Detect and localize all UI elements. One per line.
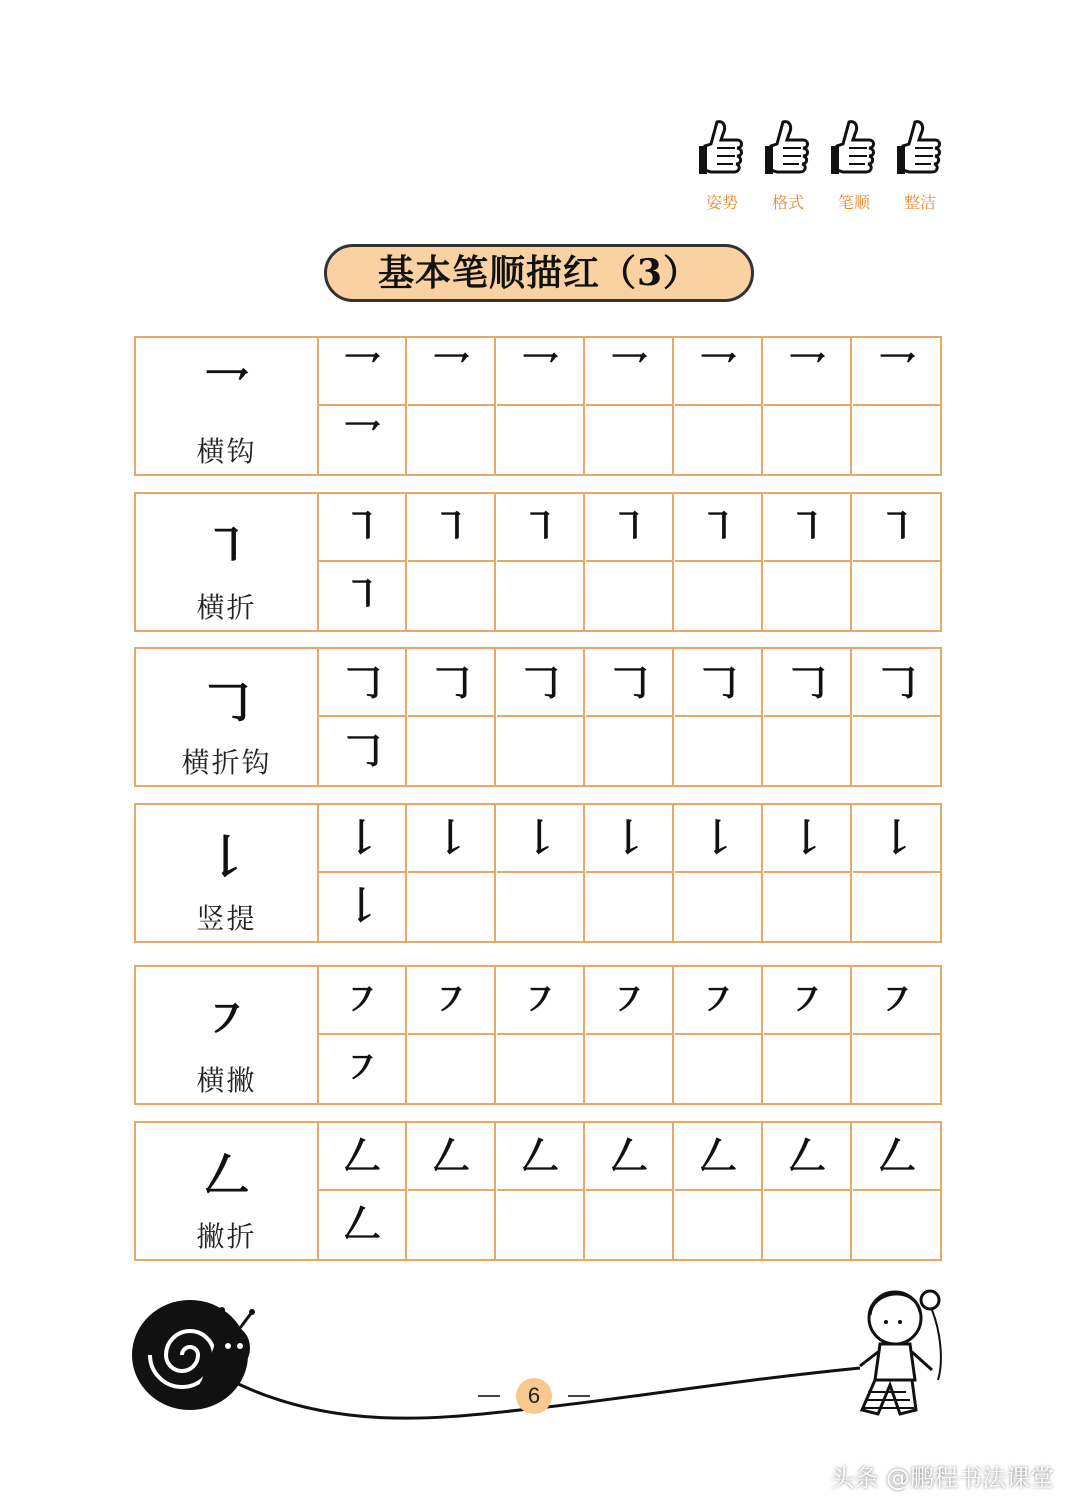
empty-practice-cell[interactable]	[408, 1191, 496, 1259]
empty-practice-cell[interactable]	[764, 717, 852, 785]
trace-cell[interactable]: 𠄌	[408, 805, 496, 873]
criterion-stroke-order	[824, 118, 884, 223]
criterion-label: 姿势	[705, 193, 738, 212]
stroke-practice-block	[134, 336, 942, 476]
empty-practice-cell[interactable]	[586, 873, 674, 941]
trace-cell[interactable]: 𠃋	[319, 1123, 407, 1191]
stroke-label-cell	[136, 649, 319, 785]
empty-practice-cell[interactable]	[675, 1035, 763, 1103]
trace-cell[interactable]: 𠃋	[675, 1123, 763, 1191]
criterion-posture	[692, 118, 752, 223]
empty-practice-cell[interactable]	[764, 1191, 852, 1259]
trace-cell[interactable]: 𠃌	[319, 649, 407, 717]
empty-practice-cell[interactable]	[675, 1191, 763, 1259]
stroke-name: 竖提	[196, 902, 257, 935]
empty-practice-cell[interactable]	[586, 406, 674, 474]
trace-cell[interactable]: 𠃌	[586, 649, 674, 717]
empty-practice-cell[interactable]	[853, 1191, 941, 1259]
trace-cell[interactable]: 乛	[497, 338, 585, 406]
empty-practice-cell[interactable]	[764, 562, 852, 630]
stroke-name: 横撇	[196, 1064, 257, 1097]
empty-practice-cell[interactable]	[408, 1035, 496, 1103]
stroke-sample: 𠃌	[203, 674, 250, 728]
empty-practice-cell[interactable]	[497, 562, 585, 630]
trace-cell[interactable]: ㇕	[675, 494, 763, 562]
page-number-dash-right	[568, 1395, 590, 1397]
trace-cell[interactable]: 𠄌	[675, 805, 763, 873]
stroke-practice-block	[134, 965, 942, 1105]
empty-practice-cell[interactable]	[586, 1191, 674, 1259]
stroke-name: 横折钩	[181, 746, 272, 779]
stroke-practice-block	[134, 492, 942, 632]
trace-cell[interactable]: ㇕	[586, 494, 674, 562]
stroke-practice-block	[134, 1121, 942, 1261]
empty-practice-cell[interactable]	[853, 717, 941, 785]
thumbs-up-icon	[895, 118, 945, 180]
empty-practice-cell[interactable]	[497, 1191, 585, 1259]
trace-cell[interactable]: 𠃌	[497, 649, 585, 717]
trace-cell[interactable]: 𠃋	[497, 1123, 585, 1191]
trace-cell[interactable]: 𠃋	[764, 1123, 852, 1191]
trace-cell[interactable]: 𠃋	[853, 1123, 941, 1191]
empty-practice-cell[interactable]	[408, 873, 496, 941]
stroke-sample: ㇇	[203, 992, 250, 1046]
stroke-label-cell	[136, 1123, 319, 1259]
empty-practice-cell[interactable]	[853, 873, 941, 941]
trace-cell[interactable]: 𠃋	[408, 1123, 496, 1191]
criterion-label: 格式	[771, 193, 804, 212]
trace-cell[interactable]: ㇕	[319, 494, 407, 562]
trace-cell[interactable]: 𠄌	[586, 805, 674, 873]
stroke-sample: ㇕	[203, 519, 250, 573]
trace-cell[interactable]: 𠃋	[319, 1191, 407, 1259]
thumbs-up-icon	[697, 118, 747, 180]
trace-cell[interactable]: ㇕	[319, 562, 407, 630]
stroke-label-cell	[136, 494, 319, 630]
trace-cell[interactable]: 𠄌	[319, 873, 407, 941]
empty-practice-cell[interactable]	[853, 1035, 941, 1103]
page-title-banner	[324, 244, 754, 302]
trace-cell[interactable]: ㇇	[586, 967, 674, 1035]
trace-cell[interactable]: 𠄌	[319, 805, 407, 873]
stroke-name: 撇折	[196, 1220, 257, 1253]
trace-cell[interactable]: ㇇	[675, 967, 763, 1035]
trace-cell[interactable]: 乛	[853, 338, 941, 406]
trace-cell[interactable]: ㇕	[853, 494, 941, 562]
empty-practice-cell[interactable]	[764, 406, 852, 474]
stroke-practice-block	[134, 647, 942, 787]
page-number: 6	[516, 1378, 552, 1414]
stroke-sample: 𠄌	[203, 830, 250, 884]
empty-practice-cell[interactable]	[408, 717, 496, 785]
trace-cell[interactable]: 𠃌	[408, 649, 496, 717]
trace-cell[interactable]: ㇇	[853, 967, 941, 1035]
girl-icon	[860, 1291, 941, 1414]
page-number-dash-left	[478, 1395, 500, 1397]
trace-cell[interactable]: 𠃌	[764, 649, 852, 717]
empty-practice-cell[interactable]	[497, 406, 585, 474]
trace-cell[interactable]: ㇇	[497, 967, 585, 1035]
stroke-label-cell	[136, 967, 319, 1103]
stroke-label-cell	[136, 338, 319, 474]
trace-cell[interactable]: ㇇	[319, 967, 407, 1035]
criterion-neatness	[890, 118, 950, 223]
empty-practice-cell[interactable]	[675, 406, 763, 474]
stroke-practice-block	[134, 803, 942, 943]
page-title: 基本笔顺描红（3）	[377, 252, 701, 294]
trace-cell[interactable]: ㇕	[408, 494, 496, 562]
trace-cell[interactable]: ㇇	[408, 967, 496, 1035]
empty-practice-cell[interactable]	[764, 873, 852, 941]
empty-practice-cell[interactable]	[675, 562, 763, 630]
trace-cell[interactable]: 乛	[764, 338, 852, 406]
empty-practice-cell[interactable]	[586, 562, 674, 630]
trace-cell[interactable]: 乛	[675, 338, 763, 406]
trace-cell[interactable]: 𠃌	[853, 649, 941, 717]
stroke-sample: 𠃋	[203, 1148, 250, 1202]
stroke-label-cell	[136, 805, 319, 941]
trace-cell[interactable]: 𠄌	[853, 805, 941, 873]
empty-practice-cell[interactable]	[497, 1035, 585, 1103]
trace-cell[interactable]: 乛	[586, 338, 674, 406]
trace-cell[interactable]: 𠃌	[675, 649, 763, 717]
empty-practice-cell[interactable]	[408, 406, 496, 474]
empty-practice-cell[interactable]	[408, 562, 496, 630]
footer-decoration	[0, 1270, 1080, 1440]
trace-cell[interactable]: 乛	[319, 406, 407, 474]
criterion-label: 笔顺	[837, 193, 870, 212]
empty-practice-cell[interactable]	[497, 717, 585, 785]
empty-practice-cell[interactable]	[853, 562, 941, 630]
stroke-name: 横钩	[196, 435, 257, 468]
criterion-format	[758, 118, 818, 223]
empty-practice-cell[interactable]	[675, 717, 763, 785]
trace-cell[interactable]: 乛	[319, 338, 407, 406]
snail-icon	[132, 1300, 255, 1410]
trace-cell[interactable]: 𠄌	[764, 805, 852, 873]
stroke-sample: 乛	[203, 363, 250, 417]
trace-cell[interactable]: ㇕	[764, 494, 852, 562]
empty-practice-cell[interactable]	[675, 873, 763, 941]
thumbs-up-icon	[763, 118, 813, 180]
empty-practice-cell[interactable]	[586, 1035, 674, 1103]
trace-cell[interactable]: ㇕	[497, 494, 585, 562]
trace-cell[interactable]: 𠃌	[319, 717, 407, 785]
empty-practice-cell[interactable]	[586, 717, 674, 785]
empty-practice-cell[interactable]	[853, 406, 941, 474]
empty-practice-cell[interactable]	[764, 1035, 852, 1103]
empty-practice-cell[interactable]	[497, 873, 585, 941]
trace-cell[interactable]: 𠄌	[497, 805, 585, 873]
rating-criteria	[692, 118, 952, 228]
trace-cell[interactable]: ㇇	[319, 1035, 407, 1103]
watermark: 头条 @鹏程书法课堂	[830, 1464, 1054, 1492]
thumbs-up-icon	[829, 118, 879, 180]
stroke-name: 横折	[196, 591, 257, 624]
trace-cell[interactable]: ㇇	[764, 967, 852, 1035]
trace-cell[interactable]: 𠃋	[586, 1123, 674, 1191]
criterion-label: 整洁	[903, 193, 936, 212]
trace-cell[interactable]: 乛	[408, 338, 496, 406]
